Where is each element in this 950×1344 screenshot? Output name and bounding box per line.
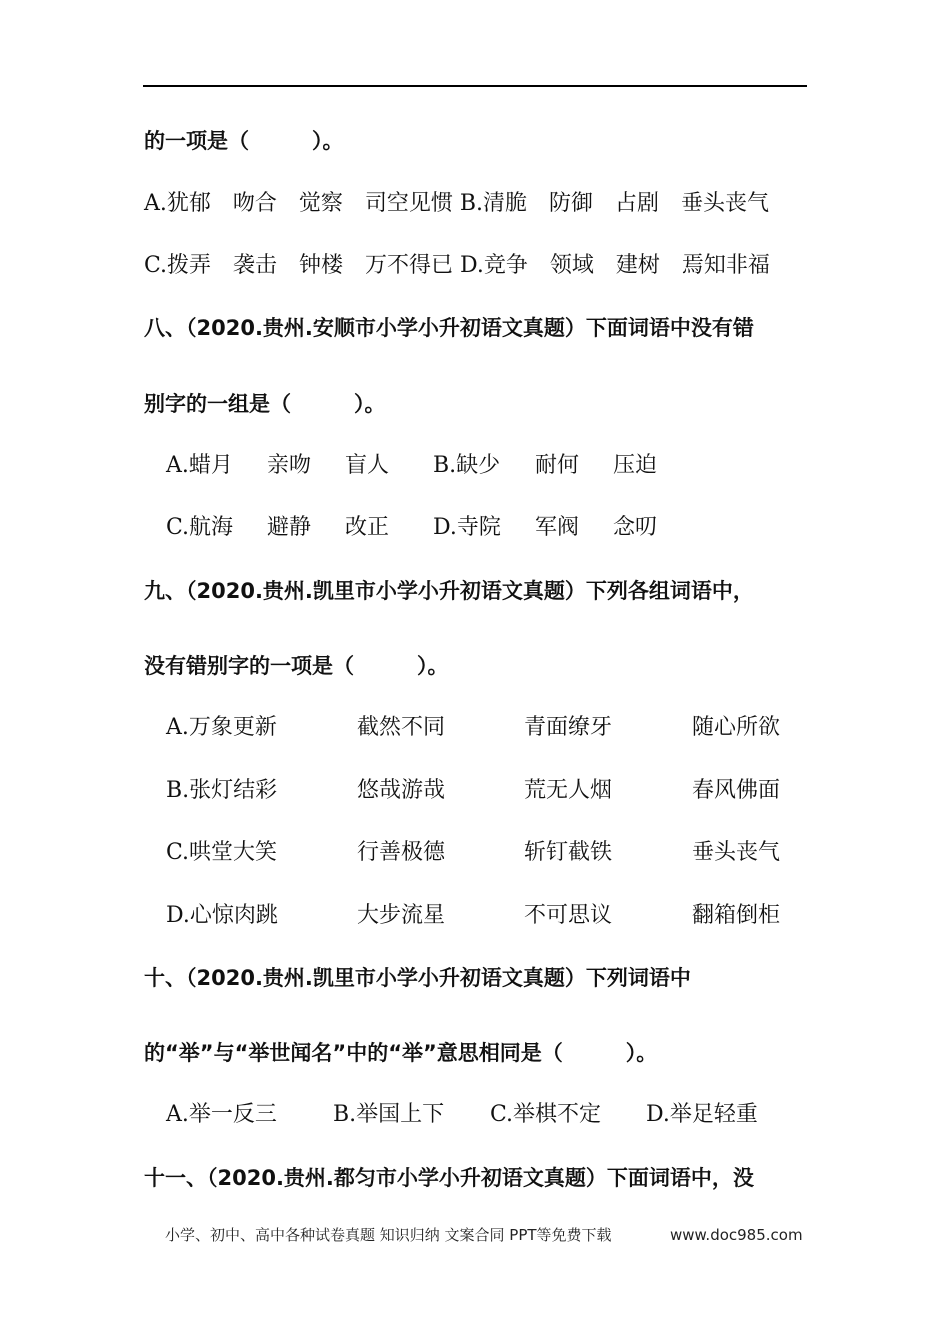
q9-word: 垂头丧气 — [692, 840, 781, 865]
q8-word: 亲吻 — [267, 453, 312, 478]
q11-stem-line-1: 十一、（2020.贵州.都匀市小学小升初语文真题）下面词语中，没 — [144, 1166, 754, 1190]
q10-stem-line-2: 的“举”与“举世闻名”中的“举”意思相同是（ ）。 — [144, 1041, 658, 1065]
q8-stem-line-1: 八、（2020.贵州.安顺市小学小升初语文真题）下面词语中没有错 — [144, 316, 754, 340]
q8-word: 耐何 — [535, 453, 580, 478]
q10-option-a: A.举一反三 — [166, 1102, 277, 1127]
q8-word: 避静 — [267, 515, 312, 540]
q9-stem-line-2: 没有错别字的一项是（ ）。 — [144, 654, 449, 678]
q9-word: 悠哉游哉 — [357, 778, 446, 803]
q9-word: 大步流星 — [357, 903, 446, 928]
q8-option-c: C.航海 — [166, 515, 234, 540]
q9-word: 青面缭牙 — [524, 715, 613, 740]
footer-text: 小学、初中、高中各种试卷真题 知识归纳 文案合同 PPT等免费下载 — [165, 1226, 612, 1244]
q8-word: 念叨 — [613, 515, 658, 540]
q8-option-a: A.蜡月 — [166, 453, 233, 478]
q9-word: 截然不同 — [357, 715, 446, 740]
q9-word: 斩钉截铁 — [524, 840, 613, 865]
q9-option-a: A.万象更新 — [166, 715, 277, 740]
q9-word: 翻箱倒柜 — [692, 903, 781, 928]
q9-word: 行善极德 — [357, 840, 446, 865]
q7-option-row-2: C.拨弄 袭击 钟楼 万不得已 D.竞争 领域 建树 焉知非福 — [144, 253, 770, 278]
q8-option-b: B.缺少 — [433, 453, 501, 478]
q10-option-c: C.举棋不定 — [490, 1102, 602, 1127]
q10-option-b: B.举国上下 — [333, 1102, 445, 1127]
q9-option-b: B.张灯结彩 — [166, 778, 278, 803]
q8-word: 改正 — [345, 515, 390, 540]
q10-stem-line-1: 十、（2020.贵州.凯里市小学小升初语文真题）下列词语中 — [144, 966, 691, 990]
footer-url[interactable]: www.doc985.com — [670, 1226, 803, 1244]
q7-stem-tail: 的一项是（ ）。 — [144, 129, 344, 153]
q9-stem-line-1: 九、（2020.贵州.凯里市小学小升初语文真题）下列各组词语中， — [144, 579, 754, 603]
q9-option-c: C.哄堂大笑 — [166, 840, 278, 865]
q9-word: 春风佛面 — [692, 778, 781, 803]
q10-option-d: D.举足轻重 — [646, 1102, 758, 1127]
q9-option-d: D.心惊肉跳 — [166, 903, 278, 928]
q8-word: 军阀 — [535, 515, 580, 540]
q9-word: 荒无人烟 — [524, 778, 613, 803]
q9-word: 随心所欲 — [692, 715, 781, 740]
q8-stem-line-2: 别字的一组是（ ）。 — [144, 392, 386, 416]
header-rule — [143, 85, 807, 87]
q8-word: 盲人 — [345, 453, 390, 478]
q9-word: 不可思议 — [524, 903, 613, 928]
q8-word: 压迫 — [613, 453, 658, 478]
q8-option-d: D.寺院 — [433, 515, 501, 540]
q7-option-row-1: A.犹郁 吻合 觉察 司空见惯 B.清脆 防御 占剧 垂头丧气 — [144, 191, 770, 216]
